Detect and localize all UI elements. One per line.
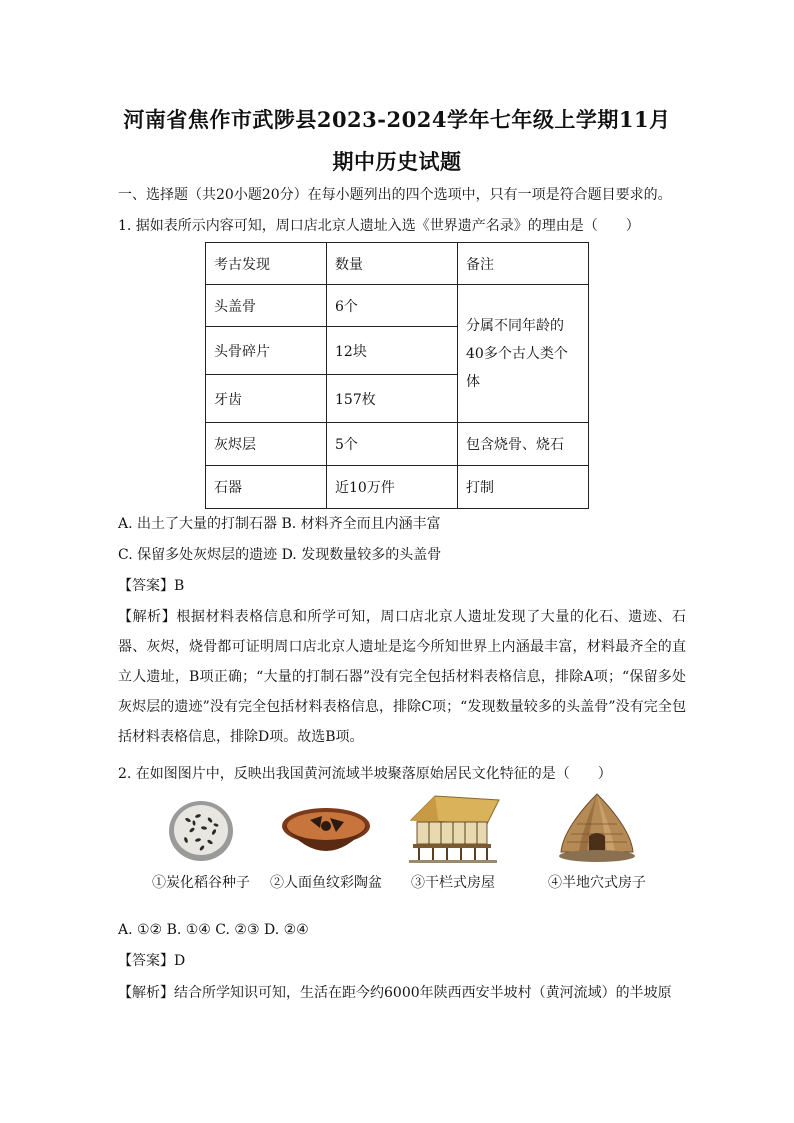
question-1-analysis: 【解析】根据材料表格信息和所学可知，周口店北京人遗址发现了大量的化石、遗迹、石器、灰烬，烧骨都可证明周口店北京人遗址是迄今所知世界上内涵最丰富，材料最齐全的直立人遗址，B项正确；“大量的打制石器”没有完全包括材料表格信息，排除A项；“保留多处灰烬层的遗迹”没有完全包括材料表格信息，排除C项；“发现数量较多的头盖骨”没有完全包括材料表格信息，排除D项。故选B项。 [118,609,686,745]
semi-subterranean-hut-icon [557,790,637,864]
question-2-options: A. ①② B. ①④ C. ②③ D. ②④ [118,922,309,938]
question-2-analysis: 【解析】结合所学知识可知，生活在距今约6000年陕西西安半坡村（黄河流域）的半坡原 [118,985,672,1001]
table-cell: 157枚 [327,375,458,423]
table-cell: 头骨碎片 [206,327,327,375]
table-header-cell: 考古发现 [206,243,327,285]
question-1-answer: 【答案】B [118,578,185,594]
picture-4-caption: ④半地穴式房子 [548,875,646,891]
table-cell: 5个 [327,423,458,466]
picture-3 [398,790,508,892]
picture-1-caption: ①炭化稻谷种子 [152,875,250,891]
question-2-pictures [118,790,678,900]
question-1-options-cd: C. 保留多处灰烬层的遗迹 D. 发现数量较多的头盖骨 [118,547,442,563]
table-cell: 包含烧骨、烧石 [458,423,589,466]
painted-pottery-basin-icon [280,804,372,864]
table-cell: 打制 [458,466,589,509]
table-cell: 近10万件 [327,466,458,509]
archaeology-table [205,242,589,509]
picture-4 [542,790,652,892]
rice-seeds-dish-icon [166,798,236,864]
table-cell: 石器 [206,466,327,509]
table-merged-note: 分属不同年龄的40多个古人类个体 [458,285,589,423]
table-cell: 6个 [327,285,458,327]
picture-3-caption: ③干栏式房屋 [411,875,495,891]
page-title-line1: 河南省焦作市武陟县2023-2024学年七年级上学期11月 [123,107,671,132]
stilt-house-icon [405,790,501,864]
table-row [206,423,589,466]
section-instructions: 一、选择题（共20小题20分）在每小题列出的四个选项中，只有一项是符合题目要求的。 [118,187,672,203]
table-header-cell: 数量 [327,243,458,285]
question-1-options-ab: A. 出土了大量的打制石器 B. 材料齐全而且内涵丰富 [118,516,441,532]
table-row [206,285,589,327]
table-cell: 头盖骨 [206,285,327,327]
table-cell: 牙齿 [206,375,327,423]
picture-2 [266,804,386,892]
table-header-cell: 备注 [458,243,589,285]
picture-1 [146,798,256,892]
table-cell: 灰烬层 [206,423,327,466]
picture-2-caption: ②人面鱼纹彩陶盆 [270,875,382,891]
question-2-stem: 2. 在如图图片中，反映出我国黄河流域半坡聚落原始居民文化特征的是（ ） [118,766,612,782]
question-1-stem: 1. 据如表所示内容可知，周口店北京人遗址入选《世界遗产名录》的理由是（ ） [118,218,640,234]
page-title-line2: 期中历史试题 [332,149,462,174]
question-2-answer: 【答案】D [118,953,186,969]
table-row [206,466,589,509]
table-header-row [206,243,589,285]
table-cell: 12块 [327,327,458,375]
